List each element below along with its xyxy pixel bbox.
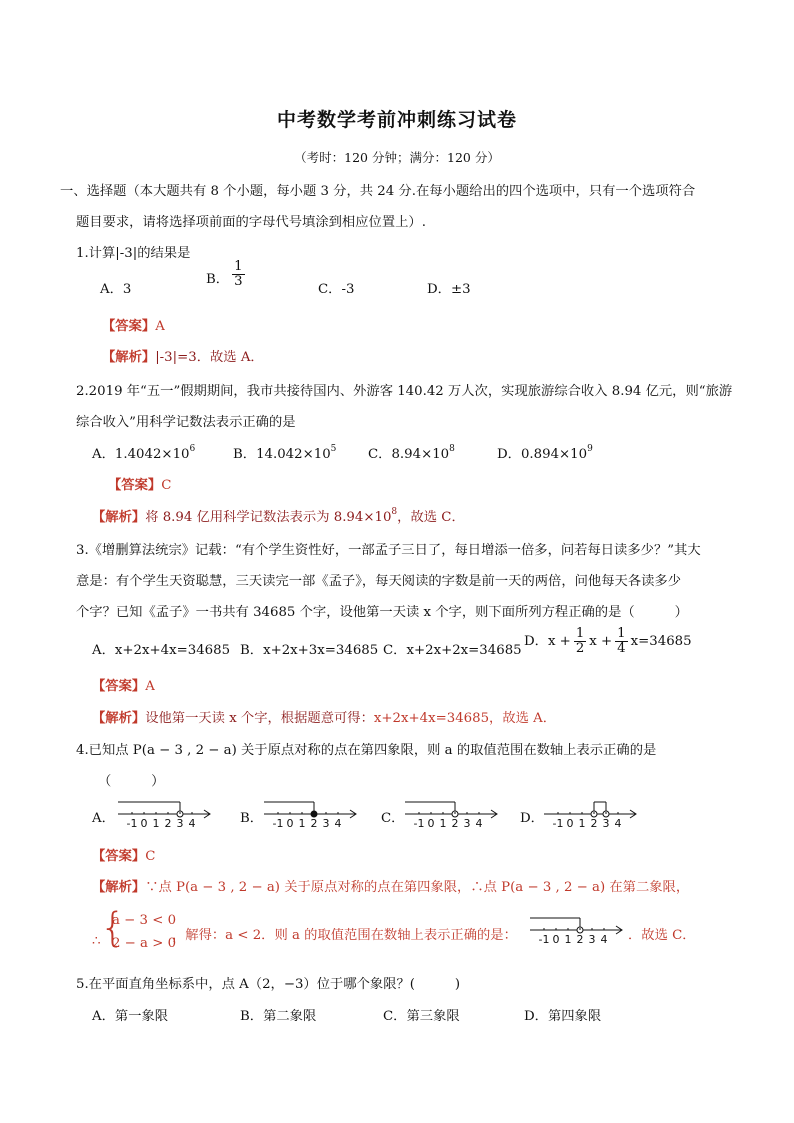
tick-label: 2	[451, 817, 459, 830]
q3-answer	[92, 675, 155, 694]
q3-stem-line2: 意是：有个学生天资聪慧，三天读完一部《孟子》，每天阅读的字数是前一天的两倍，问他每天各读多少	[76, 574, 682, 589]
tick-label: 2	[590, 817, 598, 830]
q3-stem-line1: 3.《增删算法统宗》记载：“有个学生资性好，一部孟子三日了，每日增添一倍多，问若每日读多少？”其大	[76, 543, 701, 558]
q5-option-a: A．第一象限	[92, 1009, 169, 1024]
q2-option-d-exp: 9	[587, 444, 593, 454]
q4-number-line-b	[258, 796, 362, 830]
q2-analysis-end: ，故选 C．	[397, 510, 465, 525]
page-title: 中考数学考前冲刺练习试卷	[276, 109, 517, 131]
q2-option-b-exp: 5	[330, 444, 337, 454]
tick-label: -1	[413, 817, 425, 830]
q1-option-d: D．±3	[427, 282, 471, 297]
q2-stem-line1: 2.2019 年“五一”假期期间，我市共接待国内、外游客 140.42 万人次，实现旅游综合收入 8.94 亿元，则“旅游	[76, 384, 733, 399]
tick-label: 2	[310, 817, 318, 830]
q4-analysis	[92, 876, 689, 895]
tick-label: -1	[126, 817, 138, 830]
q4-option-a-label: A．	[92, 811, 115, 826]
tick-label: 4	[188, 817, 196, 830]
q4-ticks-b	[273, 812, 342, 830]
q5-option-b: B．第二象限	[240, 1009, 317, 1024]
q1-option-b	[206, 259, 248, 289]
q3-analysis-text: 设他第一天读 x 个字，根据题意可得：	[145, 711, 374, 726]
q4-stem-line1: 4.已知点 P(a − 3 , 2 − a) 关于原点对称的点在第四象限，则 a 的取值范围在数轴上表示正确的是	[76, 743, 657, 758]
q4-number-line-a	[112, 796, 216, 830]
tick-label: 0	[566, 817, 574, 830]
tick-label: 1	[564, 933, 572, 946]
tick-label: 4	[334, 817, 342, 830]
q4-therefore: ∴	[92, 934, 101, 949]
q1-answer-value: A	[155, 319, 165, 334]
answer-label: 【答案】	[102, 319, 156, 334]
tick-label: 2	[164, 817, 172, 830]
q2-option-a-exp: 6	[189, 444, 196, 454]
tick-label: 0	[552, 933, 560, 946]
q2-analysis-exp: 8	[391, 507, 398, 517]
q4-option-c-label: C．	[381, 811, 405, 826]
q2-stem-line2: 综合收入”用科学记数法表示正确的是	[76, 415, 296, 430]
analysis-label: 【解析】	[92, 510, 146, 525]
q4-analysis-line1: ∵点 P(a − 3 , 2 − a) 关于原点对称的点在第四象限，∴点 P(a − 3 , 2 − a) 在第二象限，	[145, 880, 690, 895]
q4-system-brace: {	[100, 905, 126, 951]
page-subtitle: （考时：120 分钟；满分：120 分）	[294, 150, 500, 165]
q1-option-a: A．3	[100, 282, 132, 297]
q3-option-d-label: D．x +	[524, 633, 571, 649]
answer-label: 【答案】	[92, 679, 146, 694]
tick-label: 4	[600, 933, 608, 946]
q3-option-d-end: x=34685	[630, 633, 692, 649]
q4-number-line-answer	[524, 912, 628, 946]
q4-system-eq1: a − 3 < 0	[112, 913, 177, 928]
tick-label: 1	[578, 817, 586, 830]
q4-number-line-c	[399, 796, 503, 830]
q3-answer-value: A	[145, 679, 155, 694]
q3-option-d-mid: x +	[589, 633, 613, 649]
q1-option-b-denominator: 3	[234, 274, 243, 289]
q4-option-d-label: D．	[520, 811, 544, 826]
tick-label: -1	[552, 817, 564, 830]
q1-analysis-text: |-3|=3．故选 A．	[155, 350, 264, 365]
tick-label: 3	[588, 933, 596, 946]
q3-analysis-equation: x+2x+4x=34685，故选 A．	[373, 711, 557, 726]
tick-label: 3	[322, 817, 330, 830]
q1-option-b-label: B．	[206, 272, 230, 287]
analysis-label: 【解析】	[92, 711, 146, 726]
tick-label: 4	[475, 817, 483, 830]
q4-ticks-a	[127, 812, 196, 830]
q1-stem: 1.计算|-3|的结果是	[76, 246, 191, 261]
q4-option-b-label: B．	[240, 811, 264, 826]
q2-answer-value: C	[161, 478, 172, 493]
q3-option-a: A．x+2x+4x=34685	[92, 643, 231, 658]
tick-label: 3	[176, 817, 184, 830]
tick-label: 3	[602, 817, 610, 830]
answer-label: 【答案】	[108, 478, 162, 493]
q3-analysis	[92, 707, 556, 726]
q2-option-a	[92, 443, 195, 462]
q1-answer	[102, 315, 165, 334]
q3-option-d	[524, 627, 692, 656]
q2-option-c-exp: 8	[449, 444, 455, 454]
q4-analysis-end: ．故选 C．	[628, 928, 696, 943]
tick-label: 1	[298, 817, 306, 830]
q3-d-frac2-den: 4	[617, 640, 626, 656]
tick-label: 3	[463, 817, 471, 830]
q2-option-c	[368, 443, 455, 462]
tick-label: 2	[576, 933, 584, 946]
tick-label: 0	[286, 817, 294, 830]
q4-answer	[92, 845, 155, 864]
q2-option-d-text: D．0.894×10	[497, 447, 588, 462]
q2-option-c-text: C．8.94×10	[368, 447, 450, 462]
q5-option-d: D．第四象限	[524, 1009, 602, 1024]
q1-option-c: C．-3	[318, 282, 355, 297]
answer-label: 【答案】	[92, 849, 146, 864]
q2-option-a-text: A．1.4042×10	[92, 447, 190, 462]
q3-option-b: B．x+2x+3x=34685	[240, 643, 379, 658]
q3-stem-line3: 个字？已知《孟子》一书共有 34685 个字，设他第一天读 x 个字，则下面所列方程正确的是（ ）	[76, 605, 688, 620]
q4-answer-value: C	[145, 849, 156, 864]
q4-ticks-d	[553, 812, 622, 830]
q4-system-eq2: 2 − a > 0	[112, 936, 177, 951]
q2-analysis-text: 将 8.94 亿用科学记数法表示为 8.94×10	[145, 510, 392, 525]
q2-analysis	[92, 506, 465, 525]
tick-label: -1	[538, 933, 550, 946]
analysis-label: 【解析】	[92, 880, 146, 895]
tick-label: 4	[614, 817, 622, 830]
q4-analysis-line2: ，解得：a < 2．则 a 的取值范围在数轴上表示正确的是：	[172, 928, 517, 943]
tick-label: 0	[140, 817, 148, 830]
q2-option-b	[233, 443, 336, 462]
q5-option-c: C．第三象限	[383, 1009, 460, 1024]
q4-ticks-c	[414, 812, 483, 830]
q2-option-b-text: B．14.042×10	[233, 447, 331, 462]
q2-option-d	[497, 443, 593, 462]
q5-stem: 5.在平面直角坐标系中，点 A（2，−3）位于哪个象限？( )	[76, 977, 461, 992]
q1-analysis	[102, 346, 264, 365]
q3-d-frac2-num: 1	[617, 626, 626, 641]
tick-label: 1	[439, 817, 447, 830]
q3-d-frac1-den: 2	[575, 640, 585, 656]
q3-option-c: C．x+2x+2x=34685	[383, 643, 522, 658]
q3-d-frac1-num: 1	[575, 626, 585, 641]
tick-label: 0	[427, 817, 435, 830]
q4-ticks-answer	[539, 928, 608, 946]
q1-option-b-numerator: 1	[234, 259, 243, 275]
analysis-label: 【解析】	[102, 350, 156, 365]
q4-number-line-d	[538, 796, 642, 830]
q2-answer	[108, 474, 171, 493]
section-instructions-line2: 题目要求，请将选择项前面的字母代号填涂到相应位置上）.	[76, 215, 426, 230]
tick-label: -1	[272, 817, 284, 830]
q4-stem-paren: （ ）	[98, 774, 165, 789]
tick-label: 1	[152, 817, 160, 830]
section-instructions-line1: 一、选择题（本大题共有 8 个小题，每小题 3 分，共 24 分.在每小题给出的四个选项中，只有一个选项符合	[60, 184, 696, 199]
